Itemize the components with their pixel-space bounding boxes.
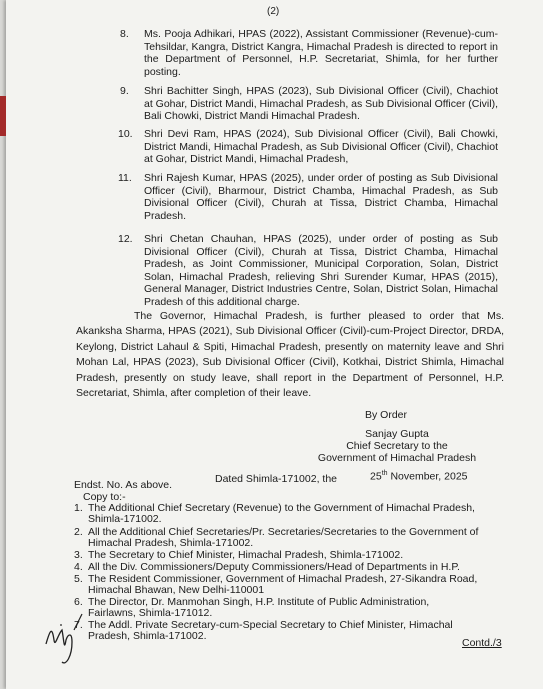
item-number: 10. — [118, 128, 133, 140]
signatory-designation: Chief Secretary to the — [346, 440, 448, 452]
continued-note: Contd./3 — [462, 637, 502, 649]
endst-number: Endst. No. As above. — [74, 479, 173, 491]
document-page — [6, 0, 543, 689]
copy-list-item: 6. The Director, Dr. Manmohan Singh, H.P. Institute of Public Administration, Fairlawns, Shimla-171012. — [74, 596, 430, 619]
copy-list-item: 4. All the Div. Commissioners/Deputy Commissioners/Head of Departments in H.P. — [74, 561, 460, 573]
page-number: (2) — [267, 6, 280, 17]
item-number: 8. — [120, 28, 129, 40]
item-text: Shri Rajesh Kumar, HPAS (2025), under order of posting as Sub Divisional Officer (Civil), Bharmour, District Chamba, Himachal Pradesh, as Sub Divisional Officer (Civil), Churah at Tissa, District Chamba, Himachal Pradesh. — [144, 172, 498, 222]
governor-paragraph: The Governor, Himachal Pradesh, is further pleased to order that Ms. Akanksha Sharma, HPAS (2021), Sub Divisional Officer (Civil)-cum-Project Director, DRDA, Keylong, District Lahaul & Spiti, Himachal Pradesh, presently on maternity leave and Shri Mohan Lal, HPAS (2023), Sub Divisional Officer (Civil), Kotkhai, District Shimla, Himachal Pradesh, presently on study leave, shall report in the Department of Personnel, H.P. Secretariat, Shimla, after completion of their leave. — [76, 310, 504, 400]
item-text: Shri Devi Ram, HPAS (2024), Sub Divisional Officer (Civil), Bali Chowki, District Mandi, Himachal Pradesh, as Sub Divisional Officer (Civil), Chachiot at Gohar, District Mandi, Himachal Pradesh, — [144, 128, 498, 166]
copy-list-item: 1. The Additional Chief Secretary (Revenue) to the Government of Himachal Pradesh, Shimla-171002. — [74, 502, 475, 525]
handwritten-initials — [42, 600, 86, 670]
binding-edge-mark — [0, 96, 6, 136]
item-text: Shri Chetan Chauhan, HPAS (2025), under order of posting as Sub Divisional Officer (Civil), Churah at Tissa, District Chamba, Himachal Pradesh, as Joint Commissioner, Municipal Corporation, Solan, District Solan, Himachal Pradesh, relieving Shri Surender Kumar, HPAS (2015), General Manager, District Industries Centre, Solan, District Solan, Himachal Pradesh of this additional charge. — [144, 233, 498, 308]
signatory-office: Government of Himachal Pradesh — [317, 452, 477, 464]
copy-list-item: 3. The Secretary to Chief Minister, Himachal Pradesh, Shimla-171002. — [74, 549, 404, 561]
copy-list-item: 5. The Resident Commissioner, Government of Himachal Pradesh, 27-Sikandra Road, Himachal Bhawan, New Delhi-110001 — [74, 573, 478, 596]
date: 25th November, 2025 — [370, 470, 468, 483]
item-text: Shri Bachitter Singh, HPAS (2023), Sub Divisional Officer (Civil), Chachiot at Gohar, District Mandi, Himachal Pradesh, as Sub Divisional Officer (Civil), Bali Chowki, District Mandi Himachal Pradesh. — [144, 85, 499, 123]
by-order: By Order — [365, 409, 408, 421]
item-text: Ms. Pooja Adhikari, HPAS (2022), Assistant Commissioner (Revenue)-cum-Tehsildar, Kangra, District Kangra, Himachal Pradesh is directed to report in the Department of Personnel, H.P. Secretariat, Shimla, for her further posting. — [144, 28, 498, 78]
copy-to-label: Copy to:- — [83, 491, 126, 503]
copy-list-item: 7. The Addl. Private Secretary-cum-Special Secretary to Chief Minister, Himachal Pradesh, Shimla-171002. — [74, 619, 453, 642]
item-number: 12. — [118, 233, 133, 245]
signatory-name: Sanjay Gupta — [365, 428, 429, 440]
item-number: 9. — [120, 85, 129, 97]
copy-list-item: 2. All the Additional Chief Secretaries/Pr. Secretaries/Secretaries to the Government of Himachal Pradesh, Shimla-171002. — [74, 526, 479, 549]
item-number: 11. — [118, 172, 132, 184]
dated-label: Dated Shimla-171002, the — [215, 473, 337, 485]
